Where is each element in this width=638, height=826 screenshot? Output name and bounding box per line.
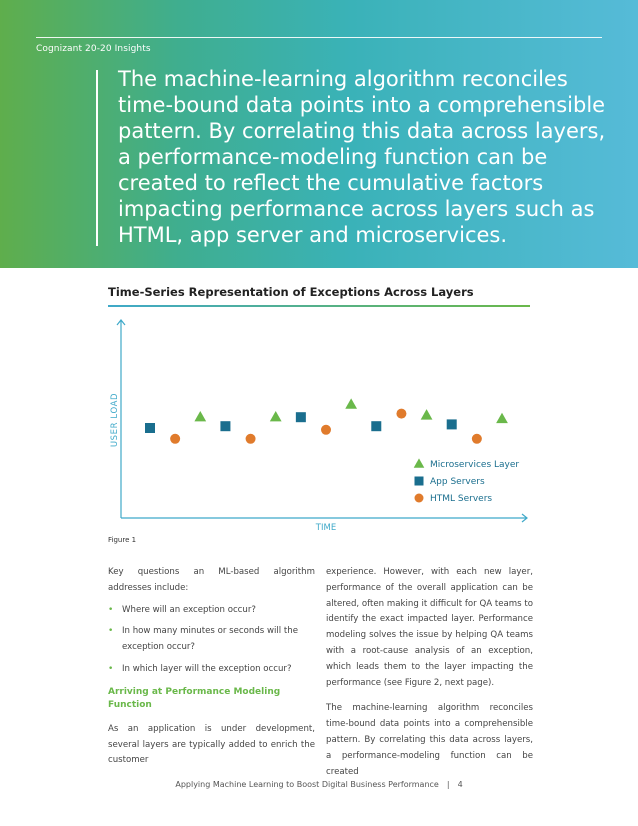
pull-quote: The machine-learning algorithm reconciles time-bound data points into a comprehensible pattern. By correlating this data across layers, a performance-modeling function can be created to reflect the cumulative factors impacting performance across layers such as HTML, app server and microservices. — [118, 67, 606, 247]
data-point-circle — [246, 434, 256, 444]
y-axis-label: USER LOAD — [110, 392, 120, 448]
list-item-text: Where will an exception occur? — [122, 604, 256, 615]
data-point-square — [447, 419, 457, 429]
bullet-icon: • — [108, 604, 114, 615]
footer-title: Applying Machine Learning to Boost Digital Business Performance — [175, 780, 439, 789]
data-point-triangle — [194, 411, 206, 421]
data-point-triangle — [270, 411, 282, 421]
publication-label: Cognizant 20-20 Insights — [36, 44, 151, 54]
data-point-triangle — [421, 409, 433, 419]
x-axis-label: TIME — [315, 523, 337, 533]
bullet-icon: • — [108, 663, 114, 674]
data-point-circle — [472, 434, 482, 444]
legend-triangle-icon — [414, 458, 425, 467]
data-point-circle — [170, 434, 180, 444]
list-item — [108, 662, 315, 678]
body-column-left — [108, 565, 315, 769]
footer-separator: | — [446, 780, 450, 789]
page-number: 4 — [457, 780, 463, 789]
legend-label: Microservices Layer — [430, 460, 520, 471]
data-point-triangle — [345, 398, 357, 408]
body-column-right — [326, 565, 533, 780]
section-subhead: Arriving at Performance Modeling Function — [108, 686, 281, 710]
list-item — [108, 624, 315, 656]
page-footer — [0, 780, 638, 789]
chart-title: Time-Series Representation of Exceptions Across Layers — [108, 285, 474, 299]
list-item-text: In which layer will the exception occur? — [122, 663, 292, 674]
data-point-square — [296, 412, 306, 422]
bullet-icon: • — [108, 626, 114, 637]
figure-caption: Figure 1 — [108, 536, 137, 544]
data-point-square — [220, 421, 230, 431]
data-point-circle — [321, 425, 331, 435]
data-point-triangle — [496, 413, 508, 423]
legend-label: App Servers — [430, 477, 485, 488]
body-paragraph: The machine-learning algorithm reconciles time-bound data points into a comprehensible pattern. By correlating this data across layers, a performance-modeling function can be created — [326, 703, 533, 777]
data-point-square — [145, 423, 155, 433]
question-list — [108, 603, 315, 678]
body-paragraph: experience. However, with each new layer, performance of the overall application can be altered, often making it difficult for QA teams to identify the exact impacted layer. Performance modeling solves the issue by helping QA teams with a root-cause analysis of an exception, which leads them to the layer impacting the performance (see Figure 2, next page). — [326, 567, 533, 688]
list-item-text: In how many minutes or seconds will the exception occur? — [122, 626, 299, 653]
data-point-circle — [396, 409, 406, 419]
body-paragraph: As an application is under development, several layers are typically added to enrich the customer — [108, 723, 315, 766]
data-point-square — [371, 421, 381, 431]
legend-label: HTML Servers — [430, 494, 493, 505]
intro-paragraph: Key questions an ML-based algorithm addresses include: — [108, 567, 315, 593]
legend-circle-icon — [415, 494, 424, 503]
list-item — [108, 603, 315, 619]
legend-square-icon — [415, 477, 424, 486]
